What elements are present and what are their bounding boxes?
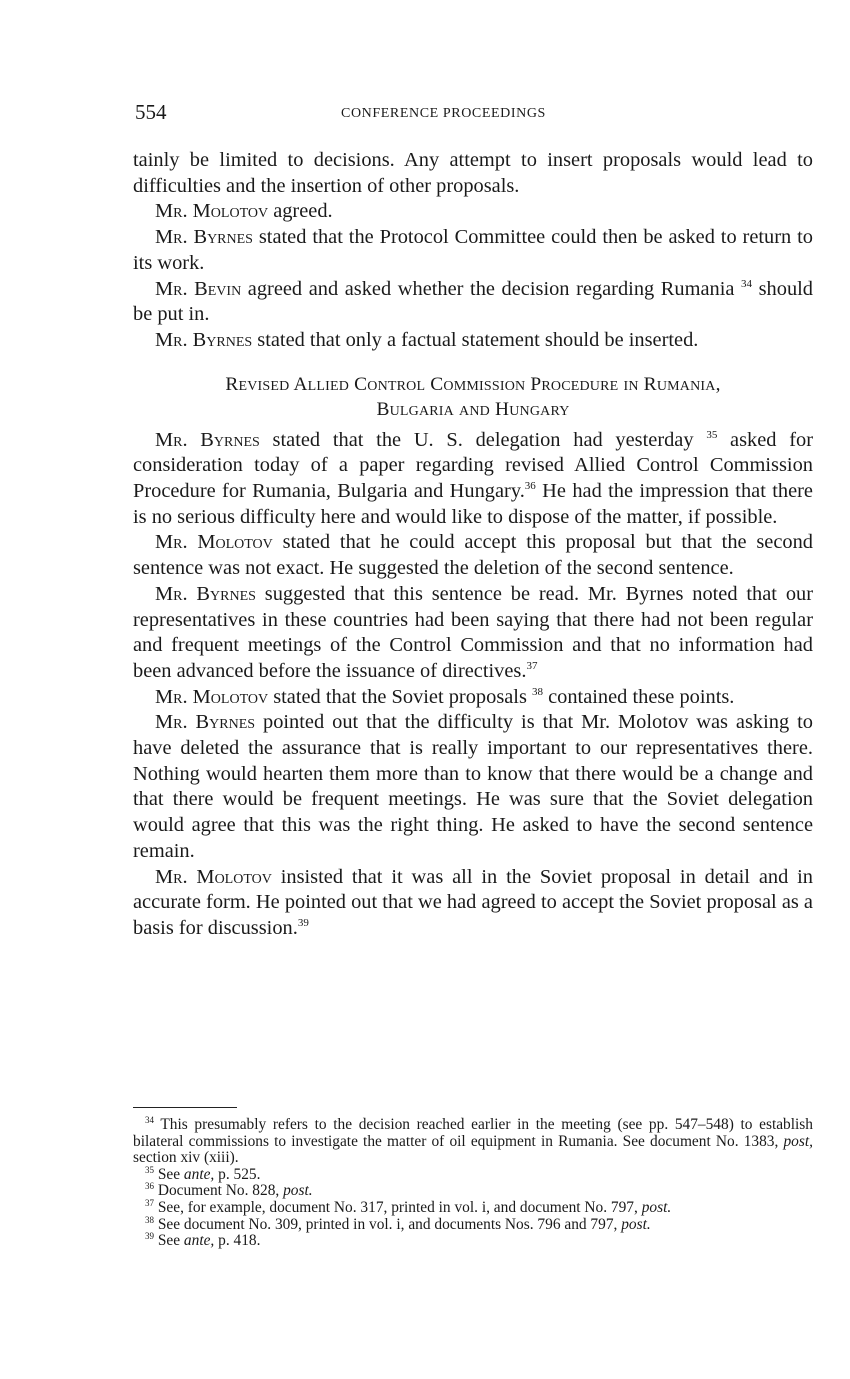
footnote-ref[interactable]: 35	[706, 428, 718, 441]
body-text	[133, 148, 813, 942]
footnote-number: 35	[145, 1164, 154, 1175]
section-heading	[133, 372, 813, 422]
paragraph-text: stated that only a factual statement should be inserted.	[252, 328, 699, 351]
paragraph	[133, 328, 813, 354]
footnote-text: post,	[783, 1132, 813, 1150]
paragraph	[133, 199, 813, 225]
footnote-ref[interactable]: 39	[297, 916, 309, 929]
paragraph-text: suggested that this sentence be read. Mr. Byrnes noted that our representatives in these countries had been saying that there had not been regular and frequent meetings of the Control Commission and that no information had been advanced before the issuance of directives.	[133, 582, 813, 682]
page-header	[133, 100, 813, 130]
speaker-name: Mr. Bevin	[155, 277, 242, 300]
footnote-text: ante,	[183, 1232, 215, 1250]
footnote-number: 36	[145, 1181, 154, 1192]
footnote-text: section xiv (xiii).	[133, 1149, 239, 1167]
footnote-text: This presumably refers to the decision reached earlier in the meeting (see pp. 547–548) to establish bilateral commissions to investigate the matter of oil equipment in Rumania. See document No. 1383,	[133, 1116, 813, 1150]
footnote	[133, 1197, 813, 1217]
footnote	[133, 1183, 813, 1200]
footnote-text: See, for example, document No. 317, printed in vol. i, and document No. 797,	[154, 1198, 642, 1216]
paragraph-text: He had the impression that there is no serious difficulty here and would like to dispose of the matter, if possible.	[133, 480, 813, 528]
footnote	[133, 1214, 813, 1234]
section-heading-line: Revised Allied Control Commission Procedure in Rumania,	[225, 373, 721, 395]
speaker-name: Mr. Molotov	[155, 200, 269, 223]
paragraph	[133, 530, 813, 581]
paragraph-text: agreed.	[268, 200, 333, 223]
footnote	[133, 1164, 813, 1184]
speaker-name: Mr. Byrnes	[155, 711, 256, 734]
footnote	[133, 1233, 813, 1250]
speaker-name: Mr. Byrnes	[155, 582, 256, 605]
footnote-text: See	[154, 1165, 184, 1183]
footnote-text: p. 418.	[214, 1232, 261, 1250]
footnote-text: See	[154, 1232, 184, 1250]
paragraph-text: stated that the U. S. delegation had yesterday	[259, 428, 707, 451]
paragraph-text: stated that the Soviet proposals	[268, 685, 532, 708]
paragraph-text: pointed out that the difficulty is that Mr. Molotov was asking to have deleted the assurance that is really important to our representatives there. Nothing would hearten them more than to know that there would be a change and that there would be frequent meetings. He was sure that the Soviet delegation would agree that this was the right thing. He asked to have the second sentence remain.	[133, 711, 813, 862]
speaker-name: Mr. Byrnes	[155, 226, 253, 249]
footnote-divider	[133, 1107, 237, 1108]
section-heading-line: Bulgaria and Hungary	[376, 398, 570, 420]
speaker-name: Mr. Molotov	[155, 865, 272, 888]
footnote-text: post.	[641, 1198, 672, 1216]
footnote-ref[interactable]: 38	[532, 685, 543, 698]
footnote	[133, 1117, 813, 1167]
paragraph-text: asked for consideration today of a paper regarding revised Allied Control Commission Procedure for Rumania, Bulgaria and Hungary.	[133, 428, 813, 503]
paragraph	[133, 428, 813, 531]
paragraph	[133, 277, 813, 328]
paragraph-text: stated that the Protocol Committee could then be asked to return to its work.	[133, 226, 813, 274]
paragraph	[133, 225, 813, 276]
paragraph	[133, 582, 813, 685]
paragraph	[133, 148, 813, 199]
paragraph-text: tainly be limited to decisions. Any attempt to insert proposals would lead to difficulties and the insertion of other proposals.	[133, 149, 813, 197]
speaker-name: Mr. Byrnes	[155, 428, 260, 451]
footnote-text: post.	[621, 1215, 651, 1233]
speaker-name: Mr. Byrnes	[155, 328, 253, 351]
footnote-text: ante,	[183, 1165, 215, 1183]
footnote-ref[interactable]: 36	[524, 480, 536, 493]
footnote-number: 37	[145, 1197, 154, 1208]
paragraph-text: insisted that it was all in the Soviet proposal in detail and in accurate form. He pointed out that we had agreed to accept the Soviet proposal as a basis for discussion.	[133, 865, 813, 939]
footnote-ref[interactable]: 34	[741, 277, 753, 290]
footnote-number: 39	[145, 1231, 154, 1242]
paragraph-text: agreed and asked whether the decision regarding Rumania	[241, 277, 742, 300]
speaker-name: Mr. Molotov	[155, 685, 269, 708]
footnote-text: p. 525.	[214, 1165, 261, 1183]
paragraph	[133, 865, 813, 942]
paragraph-text: should be put in.	[133, 277, 814, 326]
footnote-text: See document No. 309, printed in vol. i, and documents Nos. 796 and 797,	[154, 1215, 622, 1233]
paragraph-text: stated that he could accept this proposal but that the second sentence was not exact. He suggested the deletion of the second sentence.	[133, 531, 813, 580]
running-head: CONFERENCE PROCEEDINGS	[341, 106, 546, 121]
footnotes	[133, 1117, 813, 1250]
footnote-text: post.	[283, 1182, 313, 1200]
paragraph	[133, 710, 813, 864]
paragraph-text: contained these points.	[543, 685, 735, 708]
footnote-ref[interactable]: 37	[526, 659, 538, 672]
speaker-name: Mr. Molotov	[155, 531, 273, 554]
paragraph	[133, 685, 813, 711]
footnote-text: Document No. 828,	[154, 1182, 284, 1200]
footnote-number: 38	[145, 1214, 154, 1225]
page-number: 554	[135, 100, 167, 124]
footnote-number: 34	[145, 1115, 154, 1125]
